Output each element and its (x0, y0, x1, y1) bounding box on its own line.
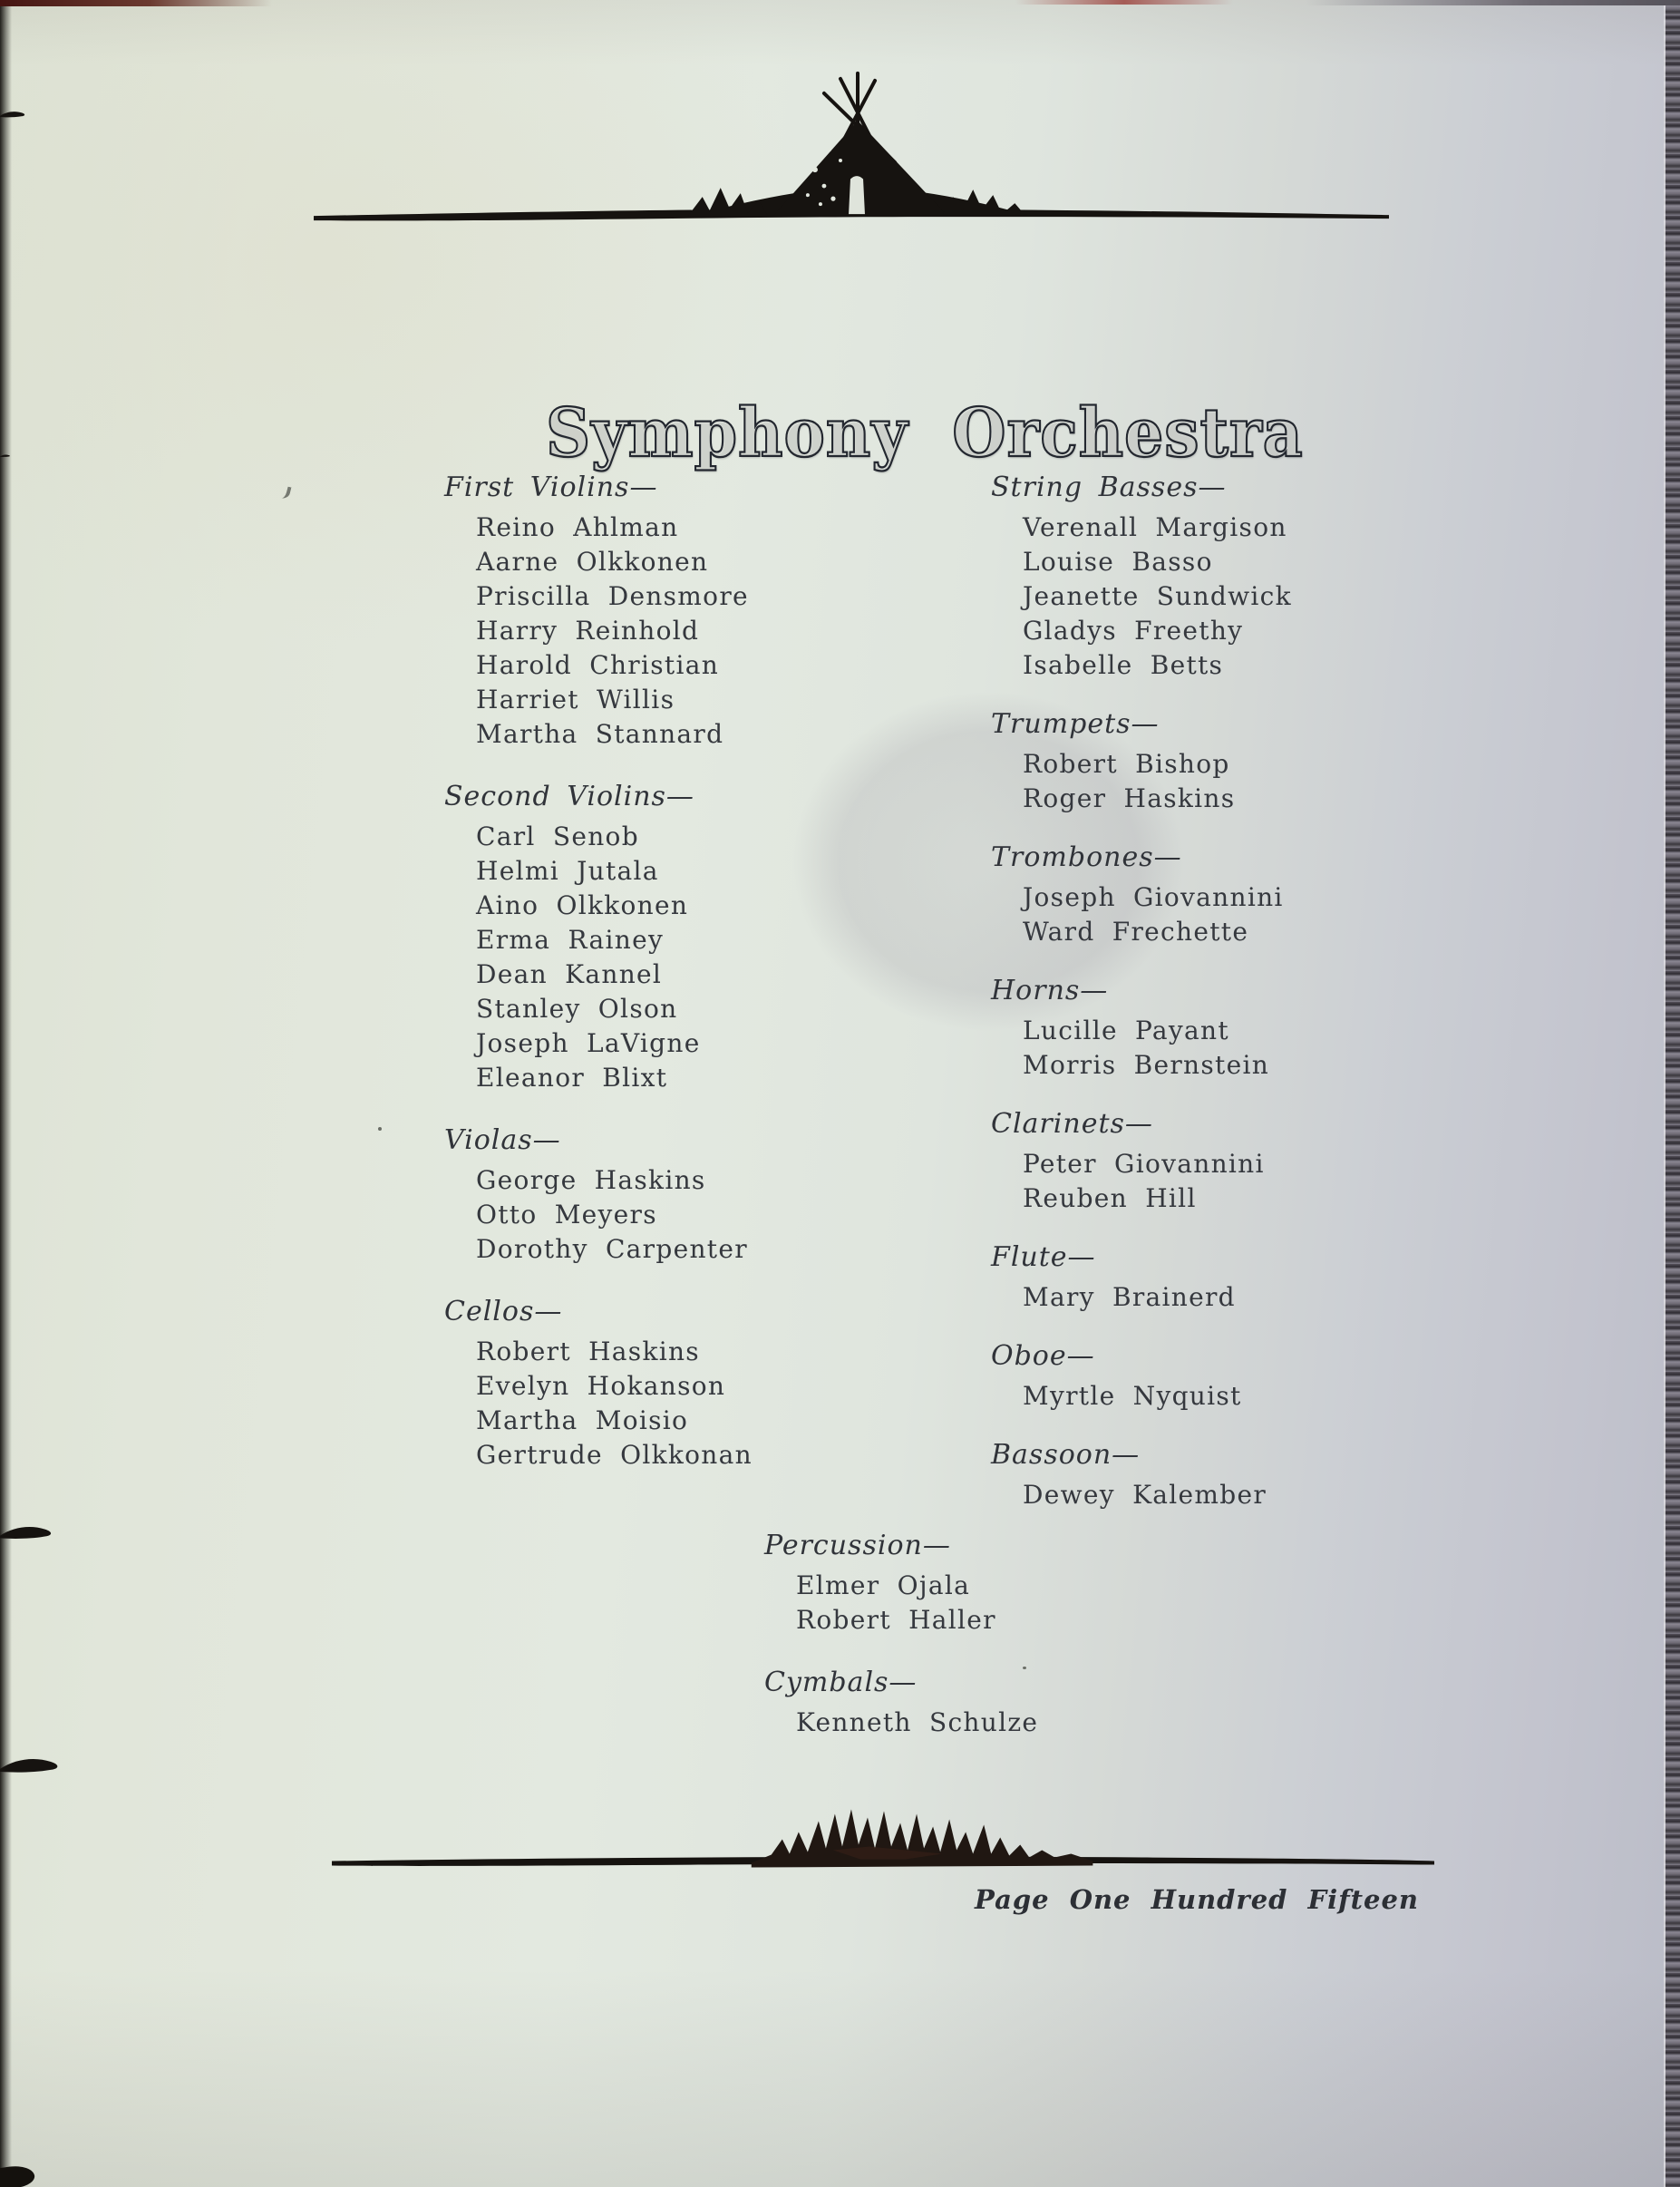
member-list (991, 1280, 1306, 1315)
section-heading: Cellos— (444, 1296, 563, 1327)
member-name: Martha Moisio (476, 1405, 689, 1435)
member-name: Morris Bernstein (1023, 1050, 1270, 1080)
orchestra-section (444, 1123, 834, 1267)
right-column (991, 471, 1306, 1537)
member-list (444, 820, 834, 1095)
member-name: Robert Bishop (1023, 749, 1230, 779)
member-name: Carl Senob (476, 821, 639, 851)
member-name: Robert Haskins (476, 1336, 700, 1366)
member-name: Ward Frechette (1023, 917, 1249, 947)
left-column (444, 471, 834, 1537)
orchestra-section (991, 1107, 1306, 1216)
member-name: Joseph Giovannini (1023, 882, 1284, 912)
member-list (764, 1706, 1038, 1740)
member-name: Peter Giovannini (1023, 1149, 1265, 1179)
member-name: Gertrude Olkkonan (476, 1440, 753, 1470)
binding-stitch-icon (0, 452, 11, 461)
member-list (444, 1163, 834, 1267)
member-list (991, 747, 1306, 816)
member-name: Dean Kannel (476, 959, 663, 989)
orchestra-section (991, 471, 1306, 683)
member-name: Otto Meyers (476, 1200, 657, 1230)
member-name: Eleanor Blixt (476, 1063, 668, 1093)
member-name: Erma Rainey (476, 925, 665, 955)
member-name: Dewey Kalember (1023, 1480, 1267, 1510)
member-name: Dorothy Carpenter (476, 1234, 748, 1264)
ink-speck (378, 1127, 382, 1131)
member-list (991, 880, 1306, 949)
book-page-edges-strip (1664, 0, 1680, 2187)
binding-stitch-icon (0, 1755, 63, 1779)
section-heading: Trumpets— (991, 708, 1160, 740)
member-name: Stanley Olson (476, 994, 678, 1024)
top-edge-mark-left (0, 0, 272, 6)
member-list (991, 510, 1306, 683)
orchestra-section (991, 974, 1306, 1083)
section-heading: Oboe— (991, 1340, 1095, 1372)
treeline-ornament (325, 1803, 1442, 1890)
page-title: Symphony Orchestra (546, 394, 1304, 472)
member-list (991, 1379, 1306, 1414)
member-name: Evelyn Hokanson (476, 1371, 726, 1401)
section-heading: Cymbals— (764, 1667, 918, 1698)
orchestra-section (764, 1666, 1038, 1740)
member-name: Verenall Margison (1023, 512, 1287, 542)
member-name: George Haskins (476, 1165, 706, 1195)
member-list (991, 1147, 1306, 1216)
section-heading: Violas— (444, 1124, 561, 1156)
section-heading: Horns— (991, 975, 1109, 1006)
binding-stitch-icon (0, 107, 27, 123)
orchestra-section (444, 780, 834, 1095)
member-name: Elmer Ojala (796, 1570, 971, 1600)
section-heading: Percussion— (764, 1530, 951, 1561)
member-name: Harriet Willis (476, 685, 675, 714)
member-name: Myrtle Nyquist (1023, 1381, 1242, 1411)
orchestra-section (444, 1295, 834, 1473)
page-number-text: Page One Hundred Fifteen (975, 1884, 1419, 1915)
section-heading: Clarinets— (991, 1108, 1153, 1140)
orchestra-section (991, 1240, 1306, 1315)
orchestra-section (991, 1438, 1306, 1512)
binding-stitch-icon (0, 1523, 56, 1545)
section-heading: Second Violins— (444, 781, 694, 812)
member-name: Aino Olkkonen (476, 890, 689, 920)
member-name: Martha Stannard (476, 719, 724, 749)
page-left-edge-shadow (0, 0, 12, 2187)
section-heading: First Violins— (444, 471, 658, 503)
member-name: Isabelle Betts (1023, 650, 1224, 680)
roster-columns (444, 471, 1306, 1537)
member-name: Aarne Olkkonen (476, 547, 709, 577)
section-heading: Flute— (991, 1241, 1096, 1273)
orchestra-section (991, 707, 1306, 816)
section-heading: Bassoon— (991, 1439, 1141, 1471)
member-name: Lucille Payant (1023, 1016, 1229, 1045)
top-edge-mark-right (1306, 0, 1680, 5)
member-list (991, 1478, 1306, 1512)
member-name: Robert Haller (796, 1605, 996, 1635)
member-name: Louise Basso (1023, 547, 1213, 577)
section-heading: Trombones— (991, 841, 1182, 873)
member-list (991, 1014, 1306, 1083)
member-name: Joseph LaVigne (476, 1028, 701, 1058)
member-name: Harry Reinhold (476, 616, 700, 646)
member-name: Priscilla Densmore (476, 581, 749, 611)
member-name: Reuben Hill (1023, 1183, 1197, 1213)
orchestra-section (444, 471, 834, 752)
ink-speck (278, 485, 291, 500)
member-name: Gladys Freethy (1023, 616, 1244, 646)
member-name: Mary Brainerd (1023, 1282, 1236, 1312)
member-name: Harold Christian (476, 650, 720, 680)
orchestra-section (991, 1339, 1306, 1414)
member-name: Roger Haskins (1023, 783, 1236, 813)
orchestra-section (991, 841, 1306, 949)
orchestra-section (764, 1529, 1038, 1638)
teepee-ornament (306, 42, 1396, 225)
section-heading: String Basses— (991, 471, 1227, 503)
top-edge-red-streak (1015, 0, 1233, 5)
member-name: Reino Ahlman (476, 512, 679, 542)
member-list (444, 510, 834, 752)
center-column (764, 1529, 1038, 1768)
member-list (444, 1335, 834, 1473)
member-name: Helmi Jutala (476, 856, 659, 886)
member-name: Jeanette Sundwick (1023, 581, 1292, 611)
binding-stitch-icon (0, 2163, 36, 2187)
member-list (764, 1569, 1038, 1638)
member-name: Kenneth Schulze (796, 1707, 1039, 1737)
